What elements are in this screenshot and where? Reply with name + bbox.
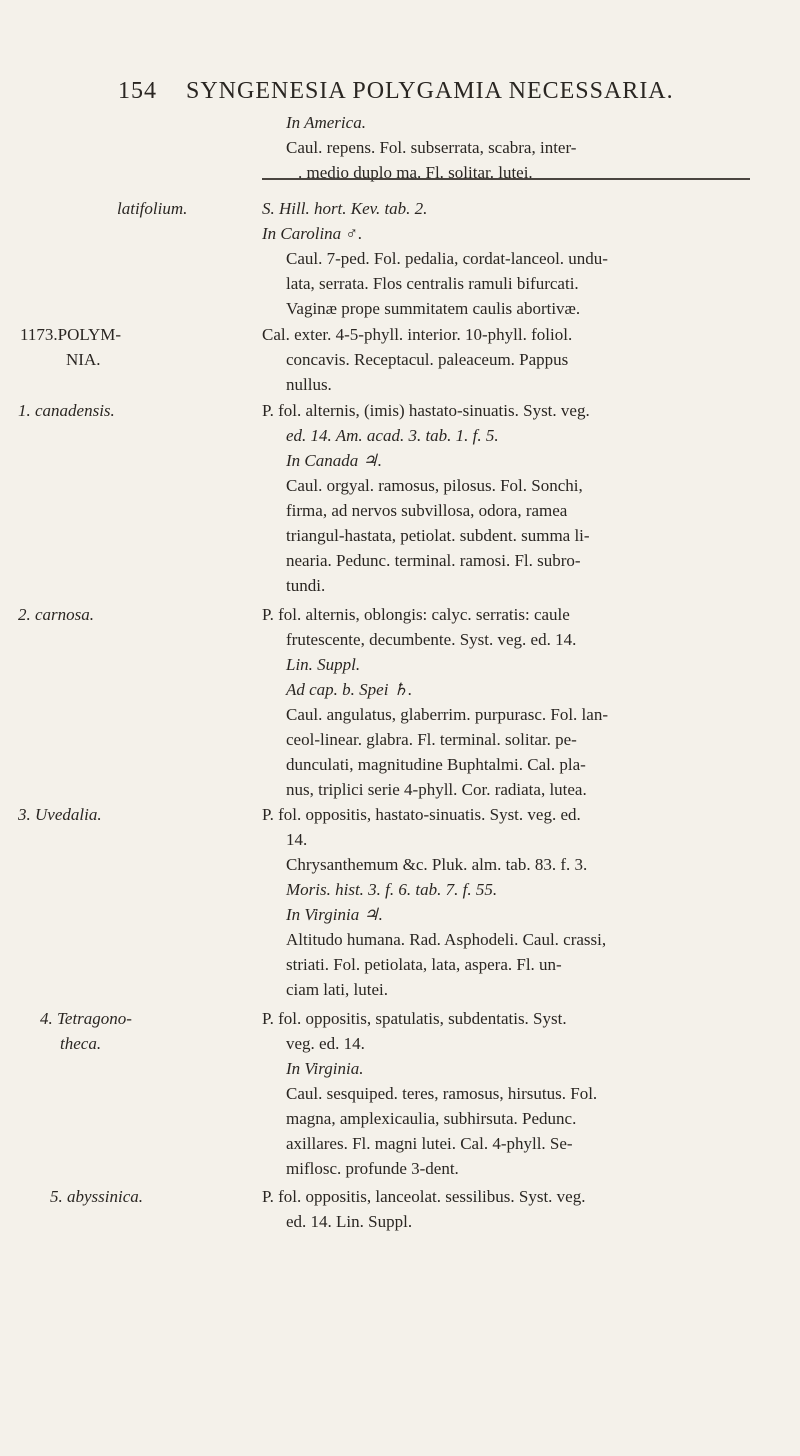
entry-line: In Virginia ♃. <box>286 905 383 924</box>
entry-line: Moris. hist. 3. f. 6. tab. 7. f. 55. <box>286 880 498 899</box>
entry-line: firma, ad nervos subvillosa, odora, ramea <box>286 501 568 520</box>
entry-line: Chrysanthemum &c. Pluk. alm. tab. 83. f. 3. <box>286 855 588 874</box>
entry-label: theca. <box>60 1034 102 1053</box>
entry-line: nullus. <box>286 375 332 394</box>
entry-line: Caul. orgyal. ramosus, pilosus. Fol. Sonchi, <box>286 476 583 495</box>
entry-line: striati. Fol. petiolata, lata, aspera. Fl. un- <box>286 955 562 974</box>
entry-line: P. fol. alternis, oblongis: calyc. serratis: caule <box>262 605 570 624</box>
intro-line: . medio duplo ma. Fl. solitar. lutei. <box>298 163 533 182</box>
entry-line: miflosc. profunde 3-dent. <box>286 1159 459 1178</box>
entry-line: Caul. angulatus, glaberrim. purpurasc. Fol. lan- <box>286 705 608 724</box>
entry-line: In Canada ♃. <box>286 451 382 470</box>
entry-line: nearia. Pedunc. terminal. ramosi. Fl. subro- <box>286 551 581 570</box>
entry-line: ciam lati, lutei. <box>286 980 388 999</box>
page-header <box>118 78 678 105</box>
intro-line: In America. <box>286 113 366 132</box>
entry-line: nus, triplici serie 4-phyll. Cor. radiata, lutea. <box>286 780 587 799</box>
page-title: SYNGENESIA POLYGAMIA NECESSARIA. <box>186 78 674 104</box>
entry-line: In Carolina ♂. <box>262 224 363 243</box>
entry-line: S. Hill. hort. Kev. tab. 2. <box>262 199 428 218</box>
entry-label: 5. abyssinica. <box>50 1187 144 1206</box>
entry-line: triangul-hastata, petiolat. subdent. summa li- <box>286 526 590 545</box>
entry-line: P. fol. oppositis, spatulatis, subdentatis. Syst. <box>262 1009 567 1028</box>
entry-line: Lin. Suppl. <box>286 655 361 674</box>
entry-line: dunculati, magnitudine Buphtalmi. Cal. pla- <box>286 755 586 774</box>
intro-line: Caul. repens. Fol. subserrata, scabra, inter- <box>286 138 577 157</box>
entry-line: P. fol. oppositis, hastato-sinuatis. Syst. veg. ed. <box>262 805 581 824</box>
entry-line: ceol-linear. glabra. Fl. terminal. solitar. pe- <box>286 730 577 749</box>
entry-line: In Virginia. <box>286 1059 364 1078</box>
entry-line: ed. 14. Lin. Suppl. <box>286 1212 413 1231</box>
entry-line: Vaginæ prope summitatem caulis abortivæ. <box>286 299 581 318</box>
entry-line: lata, serrata. Flos centralis ramuli bifurcati. <box>286 274 579 293</box>
section-divider <box>262 178 750 180</box>
entry-line: Ad cap. b. Spei ♄. <box>286 680 413 699</box>
entry-line: Cal. exter. 4-5-phyll. interior. 10-phyll. foliol. <box>262 325 573 344</box>
entry-line: Altitudo humana. Rad. Asphodeli. Caul. crassi, <box>286 930 607 949</box>
genus-label: 1173.POLYM- <box>20 325 122 344</box>
page-number: 154 <box>118 78 157 104</box>
genus-label: NIA. <box>66 350 101 369</box>
entry-line: P. fol. oppositis, lanceolat. sessilibus. Syst. veg. <box>262 1187 586 1206</box>
entry-label: 2. carnosa. <box>18 605 95 624</box>
entry-line: P. fol. alternis, (imis) hastato-sinuatis. Syst. veg. <box>262 401 590 420</box>
entry-line: Caul. sesquiped. teres, ramosus, hirsutus. Fol. <box>286 1084 598 1103</box>
entry-line: veg. ed. 14. <box>286 1034 365 1053</box>
entry-label: latifolium. <box>117 199 188 218</box>
entry-line: magna, amplexicaulia, subhirsuta. Pedunc. <box>286 1109 577 1128</box>
entry-line: tundi. <box>286 576 326 595</box>
entry-line: frutescente, decumbente. Syst. veg. ed. 14. <box>286 630 577 649</box>
entry-line: concavis. Receptacul. paleaceum. Pappus <box>286 350 569 369</box>
entry-line: Caul. 7-ped. Fol. pedalia, cordat-lanceol. undu- <box>286 249 608 268</box>
entry-line: ed. 14. Am. acad. 3. tab. 1. f. 5. <box>286 426 499 445</box>
entry-line: axillares. Fl. magni lutei. Cal. 4-phyll. Se- <box>286 1134 573 1153</box>
entry-label: 4. Tetragono- <box>40 1009 132 1028</box>
entry-label: 1. canadensis. <box>18 401 115 420</box>
entry-label: 3. Uvedalia. <box>18 805 102 824</box>
entry-line: 14. <box>286 830 308 849</box>
